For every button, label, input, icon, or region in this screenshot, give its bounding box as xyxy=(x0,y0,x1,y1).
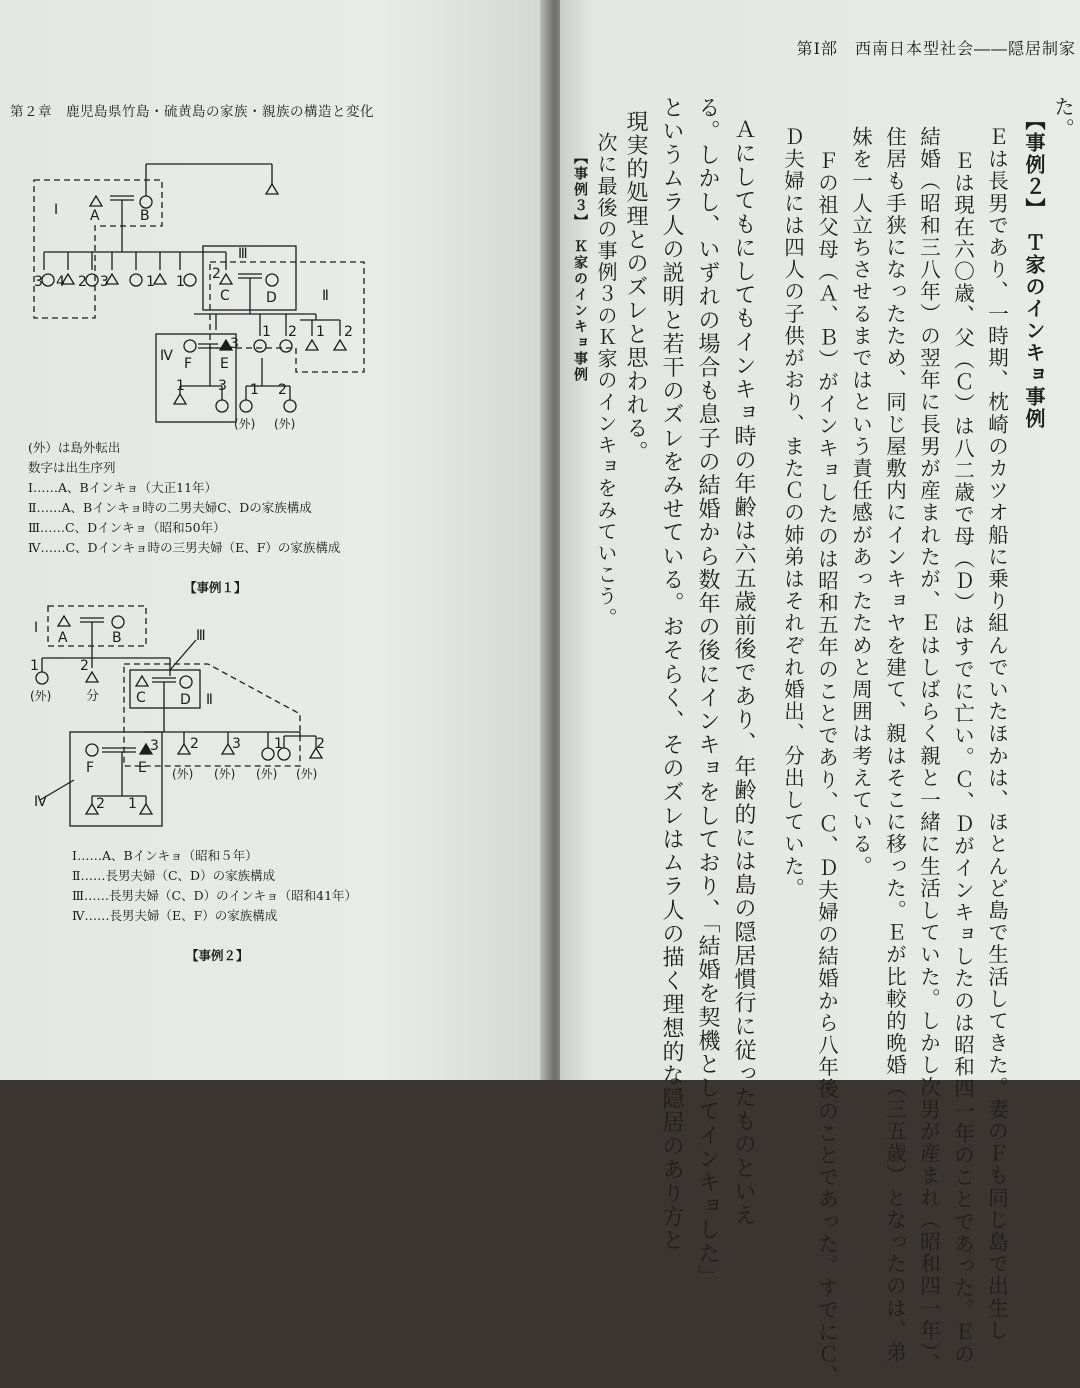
fig2-birth-3b: 3 xyxy=(232,736,241,752)
fig1-out-1: (外) xyxy=(234,417,256,431)
fig1-out-2: (外) xyxy=(274,417,296,431)
fig2-birth-3a: 3 xyxy=(150,738,159,754)
fig2-label-III: Ⅲ xyxy=(196,628,206,644)
text-column: 住居も手狭になったため、同じ屋敷内にインキョヤを建て、親はそこに移った。Ｅが比較的晩婚（三五歳）となったのは、弟 xyxy=(882,126,907,1364)
fig1-legend-line: (外）は島外転出 xyxy=(28,440,121,455)
text-column: Ｅは現在六〇歳、父（Ｃ）は八二歳で母（Ｄ）はすでに亡い。Ｃ、Ｄがインキョしたのは昭和四一年のことであった。Ｅの xyxy=(950,150,975,1366)
fig1-label-B: B xyxy=(140,208,150,224)
fig2-birth-1a: 1 xyxy=(30,658,39,674)
fig2-label-I: Ⅰ xyxy=(34,620,39,636)
fig2-label-II: Ⅱ xyxy=(206,692,213,708)
fig2-out-b: (外) xyxy=(172,767,194,781)
text-column: た。 xyxy=(1050,96,1075,141)
running-head-right: 第Ⅰ部 西南日本型社会――隠居制家 xyxy=(796,39,1076,58)
fig1-birth-3d: 3 xyxy=(218,378,227,394)
fig1-birth-1c: 1 xyxy=(262,324,271,340)
fig1-birth-1a: 1 xyxy=(146,274,155,290)
fig2-out-a: (外) xyxy=(30,689,52,703)
fig1-birth-2b: 2 xyxy=(212,266,221,282)
fig2-legend-line: Ⅲ……長男夫婦（C、D）のインキョ（昭和41年） xyxy=(72,888,358,903)
fig1-label-E: E xyxy=(220,356,229,372)
fig1-legend-line: Ⅰ……A、Bインキョ（大正11年） xyxy=(28,480,218,495)
text-column: というムラ人の説明と若干のズレをみせている。おそらく、そのズレはムラ人の描く理想的な隠居のあり方と xyxy=(659,96,684,1253)
text-column: 結婚（昭和三八年）の翌年に長男が産まれたが、Ｅはしばらく親と一緒に生活していた。しかし次男が産まれ（昭和四一年）、 xyxy=(916,126,941,1376)
right-page xyxy=(560,0,1080,1388)
text-column: Ａにしてもにしてもインキョ時の年齢は六五歳前後であり、年齢的には島の隠居慣行に従ったものといえ xyxy=(731,118,756,1228)
fig2-legend-line: Ⅰ……A、Bインキョ（昭和５年） xyxy=(72,848,258,863)
fig1-label-I: Ⅰ xyxy=(54,202,59,218)
text-column: Ｄ夫婦には四人の子供がおり、またＣの姉弟はそれぞれ婚出、分出していた。 xyxy=(780,126,805,900)
fig1-label-III: Ⅲ xyxy=(238,246,248,262)
fig2-birth-1c: 1 xyxy=(128,796,137,812)
case-3-heading: 【事例３】 Ｋ家のインキョ事例 xyxy=(572,150,588,383)
fig1-birth-3a: 3 xyxy=(34,274,43,290)
fig2-legend xyxy=(72,846,357,926)
text-column: 妹を一人立ちさせるまではという責任感があったためと周囲は考えている。 xyxy=(848,126,873,878)
left-page xyxy=(0,0,548,1080)
fig1-label-II: Ⅱ xyxy=(322,288,329,304)
fig2-birth-2d: 2 xyxy=(96,796,105,812)
fig1-birth-3c: 3 xyxy=(230,336,239,352)
fig2-bun: 分 xyxy=(86,689,100,704)
fig1-legend-line: Ⅱ……A、Bインキョ時の二男夫婦C、Dの家族構成 xyxy=(28,500,312,515)
fig2-birth-1b: 1 xyxy=(274,736,283,752)
fig2-out-c: (外) xyxy=(214,767,236,781)
fig1-birth-2d: 2 xyxy=(344,324,353,340)
fig2-label-E: E xyxy=(138,760,147,776)
fig1-legend-line: 数字は出生序列 xyxy=(28,460,116,475)
fig2-label-A: A xyxy=(58,630,68,646)
fig2-label-C: C xyxy=(136,690,146,706)
text-column: 現実的処理とのズレと思われる。 xyxy=(623,110,648,464)
text-column: Ｆの祖父母（Ａ、Ｂ）がインキョしたのは昭和五年のことであり、Ｃ、Ｄ夫婦の結婚から八年後のことであった。すでにＣ、 xyxy=(814,150,839,1388)
fig2-label-IV: Ⅳ xyxy=(34,794,47,810)
fig2-birth-2b: 2 xyxy=(190,736,199,752)
fig2-label-D: D xyxy=(180,692,191,708)
fig1-legend-line: Ⅳ……C、Dインキョ時の三男夫婦（E、F）の家族構成 xyxy=(28,540,341,555)
fig1-label-IV: Ⅳ xyxy=(160,348,173,364)
fig1-legend xyxy=(28,438,340,558)
text-column: る。しかし、いずれの場合も息子の結婚から数年の後にインキョをしており、「結婚を契機としてインキョした」 xyxy=(695,96,720,1289)
fig1-birth-1d: 1 xyxy=(316,324,325,340)
case-2-heading: 【事例２】 Ｔ家のインキョ事例 xyxy=(1022,110,1046,430)
fig1-birth-4: 4 xyxy=(56,274,65,290)
fig1-label-D: D xyxy=(266,290,277,306)
fig1-label-C: C xyxy=(220,288,230,304)
text-column: 次に最後の事例３のＫ家のインキョをみていこう。 xyxy=(594,132,618,629)
fig2-label-B: B xyxy=(112,630,122,646)
fig2-birth-2a: 2 xyxy=(80,658,89,674)
fig2-legend-line: Ⅱ……長男夫婦（C、D）の家族構成 xyxy=(72,868,276,883)
fig2-out-d: (外) xyxy=(256,767,278,781)
fig1-birth-3b: 3 xyxy=(100,274,109,290)
fig1-caption: 【事例１】 xyxy=(184,580,247,595)
fig2-out-e: (外) xyxy=(296,767,318,781)
fig2-caption: 【事例２】 xyxy=(186,948,249,963)
text-column: Ｅは長男であり、一時期、枕崎のカツオ船に乗り組んでいたほかは、ほとんど島で生活してきた。妻のＦも同じ島で出生し xyxy=(984,126,1009,1342)
fig1-birth-1f: 1 xyxy=(250,382,259,398)
kinship-diagram-case-2 xyxy=(0,600,548,840)
fig1-birth-1e: 1 xyxy=(176,378,185,394)
fig1-label-A: A xyxy=(90,208,100,224)
running-head-left: 第２章 鹿児島県竹島・硫黄島の家族・親族の構造と変化 xyxy=(10,104,374,120)
fig1-label-F: F xyxy=(184,356,193,372)
fig1-birth-2e: 2 xyxy=(278,382,287,398)
fig1-birth-2c: 2 xyxy=(288,324,297,340)
fig1-legend-line: Ⅲ……C、Dインキョ（昭和50年） xyxy=(28,520,226,535)
fig1-birth-2a: 2 xyxy=(78,274,87,290)
fig1-birth-1b: 1 xyxy=(176,274,185,290)
fig2-birth-2c: 2 xyxy=(316,736,325,752)
fig2-legend-line: Ⅳ……長男夫婦（E、F）の家族構成 xyxy=(72,908,278,923)
fig2-label-F: F xyxy=(86,760,95,776)
